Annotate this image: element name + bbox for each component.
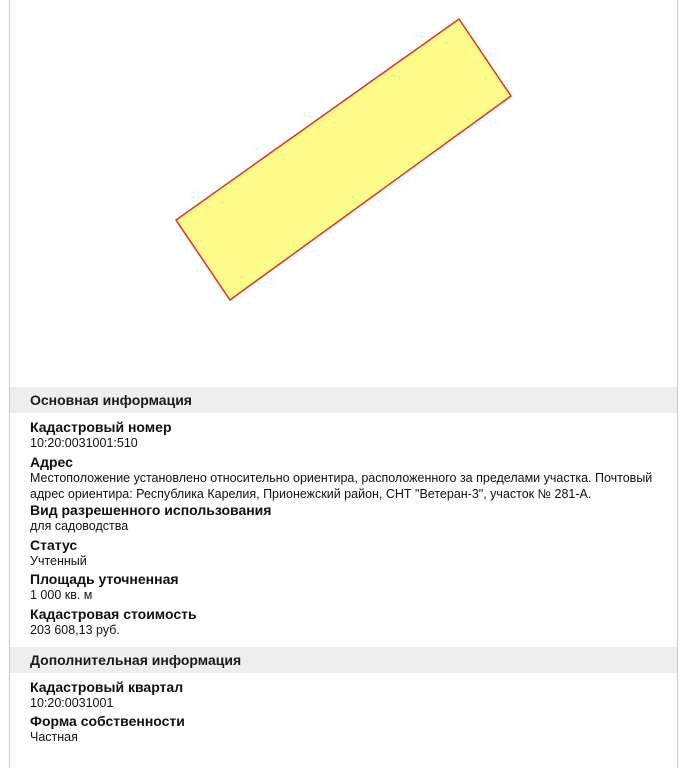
field-value: Местоположение установлено относительно ориентира, расположенного за пределами участка. Почтовый адрес ориентира: Республика Карелия, Прионежский район, СНТ "Ветеран-3", участок № 281-А. <box>30 471 653 501</box>
status-field <box>30 537 660 569</box>
main-info-header: Основная информация <box>10 387 677 413</box>
field-label: Адрес <box>30 454 73 470</box>
field-value: Частная <box>30 730 78 744</box>
parcel-map-canvas <box>10 0 677 385</box>
land-parcel-polygon <box>176 19 511 300</box>
frame-right-border <box>677 0 678 768</box>
area-field <box>30 571 660 603</box>
ownership-form-field <box>30 713 660 745</box>
field-value: Учтенный <box>30 554 87 568</box>
additional-info-header: Дополнительная информация <box>10 647 677 673</box>
field-value: 10:20:0031001:510 <box>30 436 138 450</box>
field-label: Кадастровый номер <box>30 419 172 435</box>
cadastral-value-field <box>30 606 660 638</box>
address-field <box>30 454 660 502</box>
permitted-use-field <box>30 502 660 534</box>
field-value: 203 608,13 руб. <box>30 623 120 637</box>
field-label: Площадь уточненная <box>30 571 179 587</box>
cadastral-number-field <box>30 419 660 451</box>
field-label: Форма собственности <box>30 713 185 729</box>
parcel-map <box>10 0 677 385</box>
field-value: 10:20:0031001 <box>30 696 114 710</box>
field-label: Статус <box>30 537 78 553</box>
cadastral-quarter-field <box>30 679 660 711</box>
field-label: Кадастровая стоимость <box>30 606 197 622</box>
field-value: для садоводства <box>30 519 129 533</box>
field-label: Кадастровый квартал <box>30 679 184 695</box>
field-label: Вид разрешенного использования <box>30 502 272 518</box>
field-value: 1 000 кв. м <box>30 588 93 602</box>
